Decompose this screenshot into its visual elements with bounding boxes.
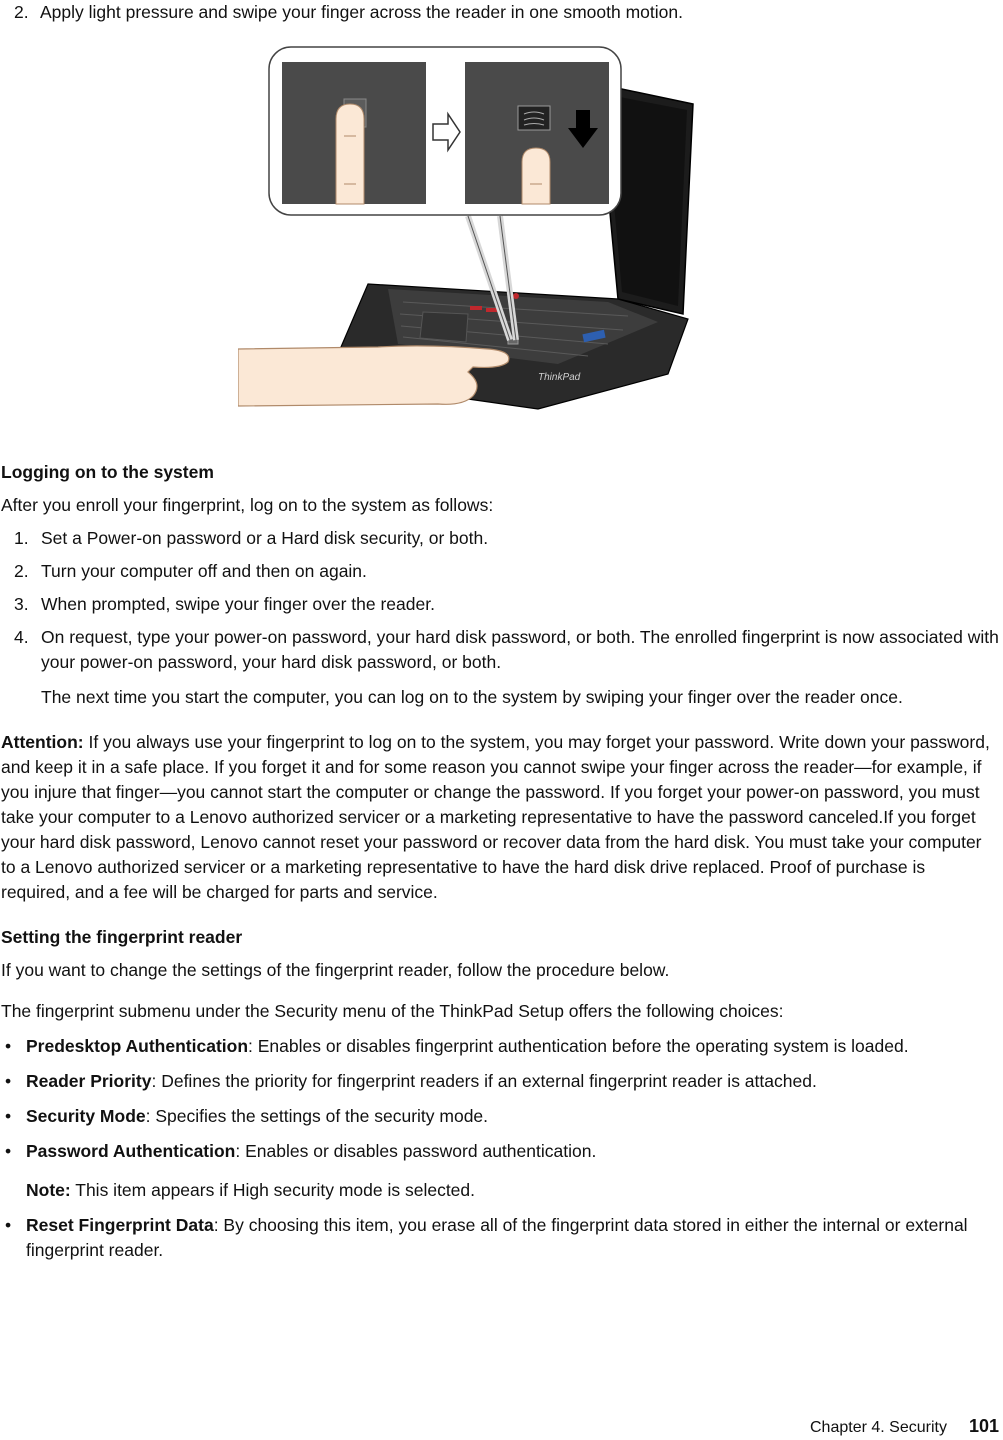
list-item: 3. When prompted, swipe your finger over the reader. (14, 594, 435, 614)
step-text: Apply light pressure and swipe your finger across the reader in one smooth motion. (40, 2, 683, 22)
setting-choices (1, 1034, 999, 1263)
list-item: • Security Mode: Specifies the settings of the security mode. (5, 1106, 489, 1126)
note-paragraph (26, 1178, 999, 1203)
logging-steps (1, 526, 999, 710)
step-number: 2. (14, 2, 29, 22)
list-item: 1. Set a Power-on password or a Hard disk security, or both. (14, 528, 489, 548)
step4-note: The next time you start the computer, you can log on to the system by swiping your finger over the reader once. (41, 687, 903, 707)
attention-label: Attention: (1, 732, 84, 752)
list-item: • Predesktop Authentication: Enables or disables fingerprint authentication before the operating system is loaded. (5, 1036, 909, 1056)
note-label: Note: (26, 1180, 71, 1200)
list-item: • Reset Fingerprint Data: By choosing this item, you erase all of the fingerprint data stored in either the internal or external fingerprint reader. (5, 1215, 968, 1260)
note-text: This item appears if High security mode is selected. (70, 1180, 476, 1200)
attention-text: If you always use your fingerprint to log on to the system, you may forget your password. Write down your password, and keep it in a safe place. If you forget it and for some reason you cannot swipe your finger across the reader—for example, if you injure that finger—you cannot start the computer or change the password. If you forget your power-on password, you must take your computer to a Lenovo authorized servicer or a marketing representative to have the password canceled.If you forget your hard disk password, Lenovo cannot reset your password or recover data from the hard disk. You must take your computer to a Lenovo authorized servicer or a marketing representative to have the hard disk drive replaced. Proof of purchase is required, and a fee will be charged for parts and service. (1, 732, 990, 902)
main-content (1, 460, 999, 1273)
brand-logo: ThinkPad (538, 372, 581, 383)
list-item: • Password Authentication: Enables or disables password authentication. Note: This item appears if High security mode is selected. (1, 1139, 999, 1203)
setting-intro2: The fingerprint submenu under the Security menu of the ThinkPad Setup offers the following choices: (1, 1001, 784, 1021)
setting-heading: Setting the fingerprint reader (1, 927, 243, 947)
page-number: 101 (968, 1416, 999, 1436)
setting-intro: If you want to change the settings of the fingerprint reader, follow the procedure below. (1, 960, 670, 980)
chapter-label: Chapter 4. Security (810, 1419, 947, 1436)
list-item: 2. Turn your computer off and then on again. (14, 561, 367, 581)
attention-paragraph (1, 730, 999, 905)
logging-heading: Logging on to the system (1, 462, 214, 482)
list-item: 4. On request, type your power-on password, your hard disk password, or both. The enrolled fingerprint is now associated with your power-on password, your hard disk password, or both. The next time you start the computer, you can log on to the system by swiping your finger over the reader once. (1, 625, 999, 710)
page-footer (810, 1414, 999, 1440)
list-item: • Reader Priority: Defines the priority for fingerprint readers if an external fingerprint reader is attached. (5, 1071, 817, 1091)
logging-intro: After you enroll your fingerprint, log on to the system as follows: (1, 495, 494, 515)
fingerprint-swipe-illustration (238, 44, 698, 416)
swipe-step (14, 0, 994, 25)
